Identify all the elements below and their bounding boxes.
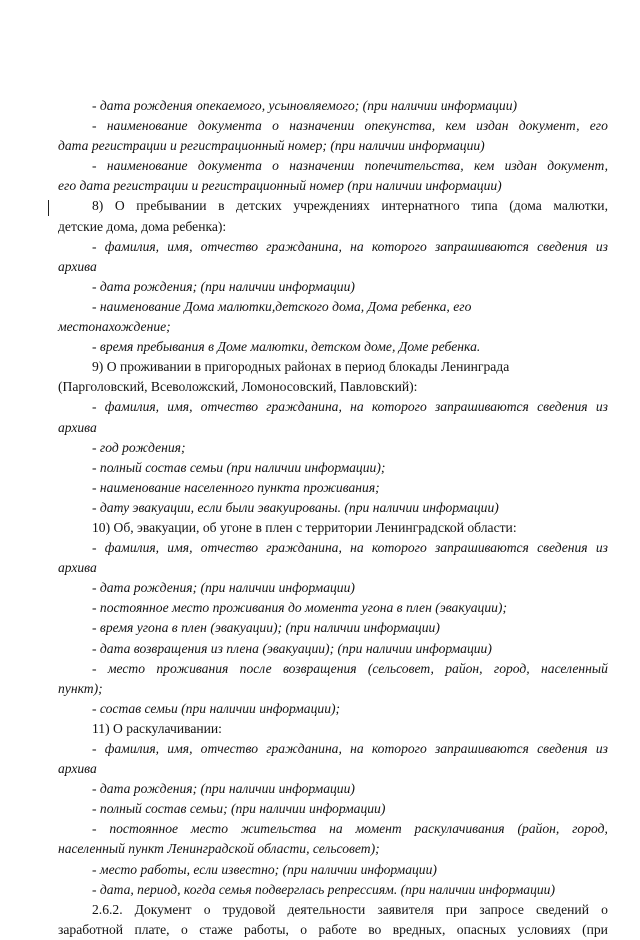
text-line: его дата регистрации и регистрационный номер (при наличии информации) bbox=[58, 178, 502, 194]
text-line: - фамилия, имя, отчество гражданина, на которого запрашиваются сведения из bbox=[92, 540, 608, 556]
text-line: 10) Об, эвакуации, об угоне в плен с территории Ленинградской области: bbox=[92, 519, 517, 535]
margin-mark bbox=[48, 200, 49, 216]
text-line: - место работы, если известно; (при наличии информации) bbox=[92, 861, 437, 877]
text-line: архива bbox=[58, 761, 97, 777]
text-line: пункт); bbox=[58, 680, 103, 696]
text-line: - состав семьи (при наличии информации); bbox=[92, 700, 341, 716]
text-line: архива bbox=[58, 560, 97, 576]
text-line: - дата рождения опекаемого, усыновляемого; (при наличии информации) bbox=[92, 98, 518, 113]
text-line: - постоянное место проживания до момента угона в плен (эвакуации); bbox=[92, 600, 507, 616]
text-line: детские дома, дома ребенка): bbox=[58, 218, 227, 234]
text-line: - дата рождения; (при наличии информации) bbox=[92, 580, 355, 596]
text-line: - дата рождения; (при наличии информации) bbox=[92, 278, 355, 294]
text-line: - полный состав семьи (при наличии информации); bbox=[92, 459, 386, 475]
text-line: - полный состав семьи; (при наличии информации) bbox=[92, 801, 386, 817]
text-line: - фамилия, имя, отчество гражданина, на которого запрашиваются сведения из bbox=[92, 399, 608, 415]
text-line: местонахождение; bbox=[58, 319, 171, 335]
text-line: архива bbox=[58, 419, 97, 435]
text-line: - дату эвакуации, если были эвакуированы. (при наличии информации) bbox=[92, 499, 499, 515]
text-line: - дата возвращения из плена (эвакуации); (при наличии информации) bbox=[92, 640, 492, 656]
text-line: - наименование Дома малютки,детского дома, Дома ребенка, его bbox=[92, 298, 472, 314]
text-line: - фамилия, имя, отчество гражданина, на которого запрашиваются сведения из bbox=[92, 741, 608, 756]
text-line: заработной плате, о стаже работы, о работе во вредных, опасных условиях (при bbox=[58, 921, 608, 937]
text-line: 9) О проживании в пригородных районах в период блокады Ленинграда bbox=[92, 359, 510, 375]
text-line: (Парголовский, Всеволожский, Ломоносовский, Павловский): bbox=[58, 379, 418, 395]
text-line: 11) О раскулачивании: bbox=[92, 720, 222, 736]
text-line: дата регистрации и регистрационный номер; (при наличии информации) bbox=[58, 138, 485, 154]
text-line: - дата рождения; (при наличии информации) bbox=[92, 781, 355, 797]
document-page bbox=[58, 96, 608, 940]
text-line: - время угона в плен (эвакуации); (при наличии информации) bbox=[92, 620, 440, 636]
text-line: - дата, период, когда семья подверглась репрессиям. (при наличии информации) bbox=[92, 881, 555, 897]
text-line: 2.6.2. Документ о трудовой деятельности заявителя при запросе сведений о bbox=[92, 901, 608, 917]
text-line: - место проживания после возвращения (сельсовет, район, город, населенный bbox=[92, 660, 608, 676]
text-line: - время пребывания в Доме малютки, детском доме, Доме ребенка. bbox=[92, 339, 481, 355]
text-line: архива bbox=[58, 258, 97, 274]
text-line: - наименование населенного пункта проживания; bbox=[92, 479, 380, 495]
text-line: населенный пункт Ленинградской области, сельсовет); bbox=[58, 841, 380, 857]
text-line: - наименование документа о назначении опекунства, кем издан документ, его bbox=[92, 118, 608, 134]
text-line: - постоянное место жительства на момент раскулачивания (район, город, bbox=[92, 821, 608, 837]
text-line: - наименование документа о назначении попечительства, кем издан документ, bbox=[92, 158, 608, 174]
text-line: - фамилия, имя, отчество гражданина, на которого запрашиваются сведения из bbox=[92, 238, 608, 254]
text-line: 8) О пребывании в детских учреждениях интернатного типа (дома малютки, bbox=[92, 198, 608, 214]
text-line: - год рождения; bbox=[92, 439, 186, 455]
